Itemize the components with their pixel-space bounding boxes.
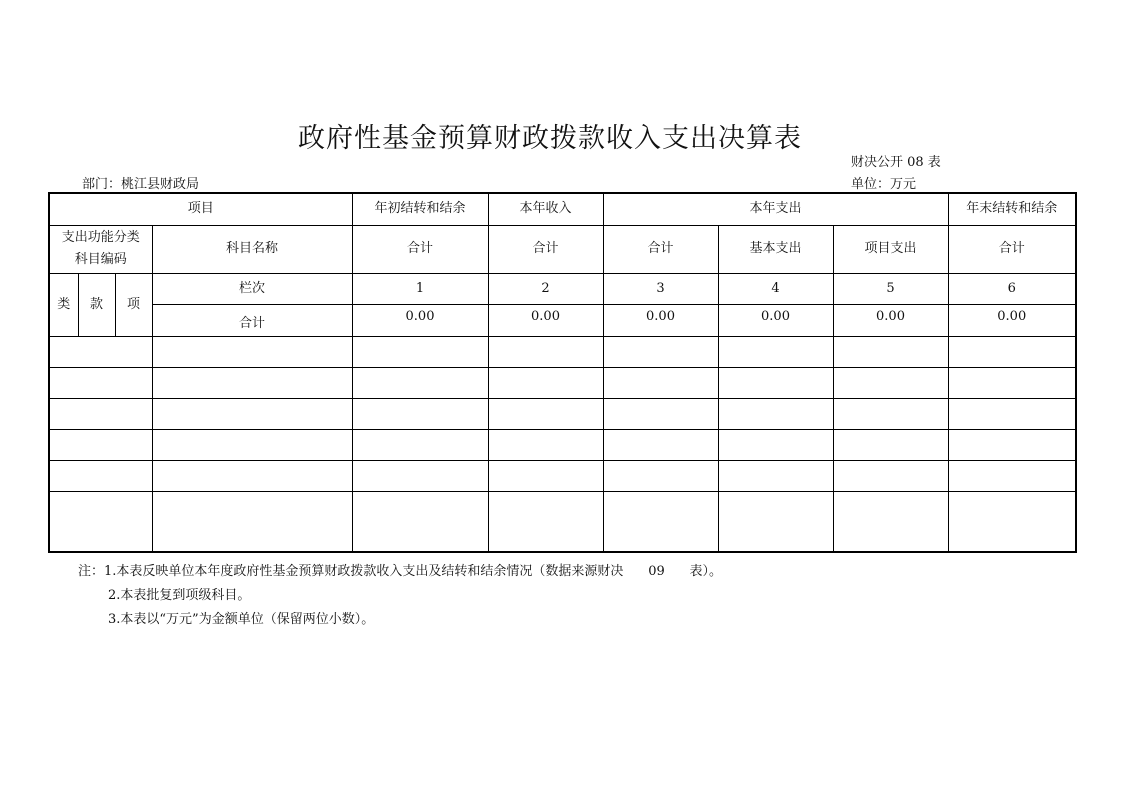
form-code: 财决公开 08 表 [851, 155, 941, 170]
header-lanci: 栏次 [152, 273, 352, 304]
empty-cell [833, 336, 948, 367]
header-project-expense: 项目支出 [833, 225, 948, 273]
empty-cell [603, 367, 718, 398]
header-xiang: 项 [115, 273, 152, 336]
empty-cell [948, 367, 1076, 398]
empty-cell [488, 398, 603, 429]
empty-cell [948, 398, 1076, 429]
department-label: 部门：桃江县财政局 [82, 177, 200, 192]
budget-table [48, 192, 1077, 553]
total-value: 0.00 [718, 304, 833, 336]
empty-cell [49, 491, 152, 552]
total-value: 0.00 [352, 304, 488, 336]
total-value: 0.00 [603, 304, 718, 336]
col-number: 6 [948, 273, 1076, 304]
empty-cell [49, 398, 152, 429]
table-row [49, 367, 1076, 398]
empty-cell [718, 491, 833, 552]
header-total-expense: 合计 [603, 225, 718, 273]
col-number: 3 [603, 273, 718, 304]
empty-cell [833, 491, 948, 552]
col-number: 1 [352, 273, 488, 304]
empty-cell [49, 336, 152, 367]
empty-cell [948, 336, 1076, 367]
total-value: 0.00 [833, 304, 948, 336]
empty-cell [833, 398, 948, 429]
note-1: 注：1.本表反映单位本年度政府性基金预算财政拨款收入支出及结转和结余情况（数据来源财决 09 表）。 [78, 564, 723, 579]
empty-cell [603, 336, 718, 367]
total-value: 0.00 [948, 304, 1076, 336]
total-value: 0.00 [488, 304, 603, 336]
empty-cell [152, 460, 352, 491]
empty-cell [352, 460, 488, 491]
empty-cell [603, 429, 718, 460]
table-row [49, 460, 1076, 491]
table-row [49, 398, 1076, 429]
empty-cell [488, 429, 603, 460]
empty-cell [49, 367, 152, 398]
empty-cell [948, 429, 1076, 460]
unit-label: 单位：万元 [851, 177, 917, 192]
header-project: 项目 [49, 193, 352, 225]
table-row [49, 336, 1076, 367]
empty-cell [352, 429, 488, 460]
total-row-label: 合计 [152, 304, 352, 336]
header-total-end: 合计 [948, 225, 1076, 273]
empty-cell [152, 398, 352, 429]
empty-cell [49, 460, 152, 491]
empty-cell [152, 336, 352, 367]
header-kuan: 款 [78, 273, 115, 336]
note-2: 2.本表批复到项级科目。 [108, 588, 251, 603]
empty-cell [152, 491, 352, 552]
empty-cell [718, 367, 833, 398]
header-subject-name: 科目名称 [152, 225, 352, 273]
col-number: 5 [833, 273, 948, 304]
empty-cell [352, 367, 488, 398]
page-title: 政府性基金预算财政拨款收入支出决算表 [298, 123, 802, 154]
empty-cell [152, 367, 352, 398]
header-end-balance: 年末结转和结余 [948, 193, 1076, 225]
header-func-code: 支出功能分类 科目编码 [49, 225, 152, 273]
empty-cell [488, 336, 603, 367]
header-expense: 本年支出 [603, 193, 948, 225]
empty-cell [833, 429, 948, 460]
empty-cell [718, 398, 833, 429]
empty-cell [948, 460, 1076, 491]
empty-cell [718, 460, 833, 491]
notes [78, 560, 722, 632]
empty-cell [488, 367, 603, 398]
empty-cell [488, 491, 603, 552]
empty-cell [603, 491, 718, 552]
empty-cell [833, 460, 948, 491]
empty-cell [948, 491, 1076, 552]
table-row [49, 491, 1076, 552]
header-total-begin: 合计 [352, 225, 488, 273]
note-3: 3.本表以“万元”为金额单位（保留两位小数）。 [108, 612, 375, 627]
empty-cell [603, 398, 718, 429]
table-row [49, 429, 1076, 460]
header-lei: 类 [49, 273, 78, 336]
header-total-income: 合计 [488, 225, 603, 273]
empty-cell [833, 367, 948, 398]
header-basic-expense: 基本支出 [718, 225, 833, 273]
header-income: 本年收入 [488, 193, 603, 225]
empty-cell [352, 336, 488, 367]
empty-cell [603, 460, 718, 491]
col-number: 2 [488, 273, 603, 304]
col-number: 4 [718, 273, 833, 304]
empty-cell [352, 491, 488, 552]
empty-cell [718, 336, 833, 367]
empty-cell [49, 429, 152, 460]
empty-cell [718, 429, 833, 460]
header-begin-balance: 年初结转和结余 [352, 193, 488, 225]
empty-cell [352, 398, 488, 429]
empty-cell [152, 429, 352, 460]
empty-cell [488, 460, 603, 491]
